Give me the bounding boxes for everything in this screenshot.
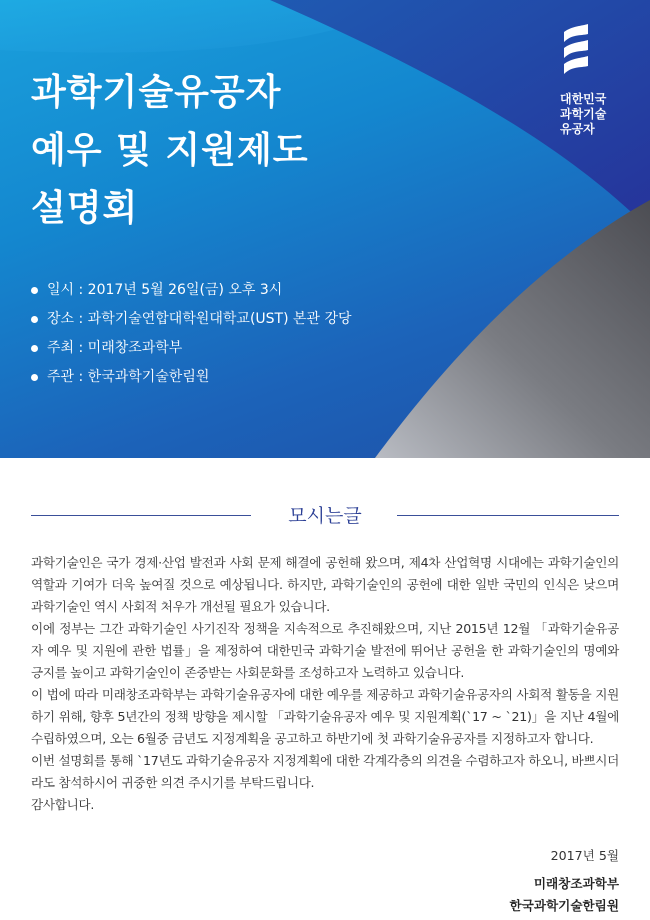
invitation-heading: 모시는글 <box>288 505 362 527</box>
logo-line: 유공자 <box>560 122 595 136</box>
event-title-line: 과학기술유공자 <box>31 72 282 113</box>
invitation-letter <box>31 552 619 816</box>
event-title-line: 예우 및 지원제도 <box>31 130 309 171</box>
detail-item <box>31 334 352 363</box>
logo-wordmark <box>560 92 630 137</box>
bullet-icon <box>31 374 38 381</box>
bullet-icon <box>31 345 38 352</box>
event-title-line: 설명회 <box>31 188 139 229</box>
invitation-heading-row <box>31 498 619 534</box>
event-details <box>31 276 352 392</box>
flag-logo-icon <box>560 24 590 82</box>
detail-item <box>31 305 352 334</box>
detail-organizer: 주관 : 한국과학기술한림원 <box>47 369 210 385</box>
signing-org: 한국과학기술한림원 <box>509 898 619 913</box>
logo-line: 대한민국 <box>560 92 607 106</box>
detail-venue: 장소 : 과학기술연합대학원대학교(UST) 본관 강당 <box>47 311 352 327</box>
detail-item <box>31 276 352 305</box>
letter-date: 2017년 5월 <box>550 848 619 863</box>
signing-org: 미래창조과학부 <box>533 876 619 891</box>
event-title <box>31 64 309 238</box>
detail-host: 주최 : 미래창조과학부 <box>47 340 183 356</box>
letter-closing: 감사합니다. <box>31 797 95 812</box>
letter-paragraph: 과학기술인은 국가 경제·산업 발전과 사회 문제 해결에 공헌해 왔으며, 제4차 산업혁명 시대에는 과학기술인의 역할과 기여가 더욱 높여질 것으로 예상됩니다. 하지만, 과학기술인의 공헌에 대한 일반 국민의 인식은 낮으며 과학기술인 역시 사회적 처우가 개선될 필요가 있습니다. <box>31 555 619 614</box>
logo-line: 과학기술 <box>560 107 607 121</box>
letter-paragraph: 이번 설명회를 통해 `17년도 과학기술유공자 지정계획에 대한 각계각층의 의견을 수렴하고자 하오니, 바쁘시더라도 참석하시어 귀중한 의견 주시기를 부탁드립니다. <box>31 753 619 790</box>
heading-divider-right <box>397 515 619 516</box>
signature-block <box>510 845 620 917</box>
hero-banner <box>0 0 650 458</box>
detail-date: 일시 : 2017년 5월 26일(금) 오후 3시 <box>47 282 283 298</box>
detail-item <box>31 363 352 392</box>
organization-logo <box>560 24 630 137</box>
bullet-icon <box>31 287 38 294</box>
banner-gray-shape <box>375 200 650 458</box>
bullet-icon <box>31 316 38 323</box>
letter-paragraph: 이에 정부는 그간 과학기술인 사기진작 정책을 지속적으로 추진해왔으며, 지난 2015년 12월 「과학기술유공자 예우 및 지원에 관한 법률」을 제정하여 대한민국 과학기술 발전에 뛰어난 공헌을 한 과학기술인의 명예와 긍지를 높이고 과학기술인이 존중받는 사회문화를 조성하고자 노력하고 있습니다. <box>31 621 619 680</box>
letter-paragraph: 이 법에 따라 미래창조과학부는 과학기술유공자에 대한 예우를 제공하고 과학기술유공자의 사회적 활동을 지원하기 위해, 향후 5년간의 정책 방향을 제시할 「과학기술유공자 예우 및 지원계획(`17 ~ `21)」을 지난 4월에 수립하였으며, 오는 6월중 금년도 지정계획을 공고하고 하반기에 첫 과학기술유공자를 지정하고자 합니다. <box>31 687 619 746</box>
